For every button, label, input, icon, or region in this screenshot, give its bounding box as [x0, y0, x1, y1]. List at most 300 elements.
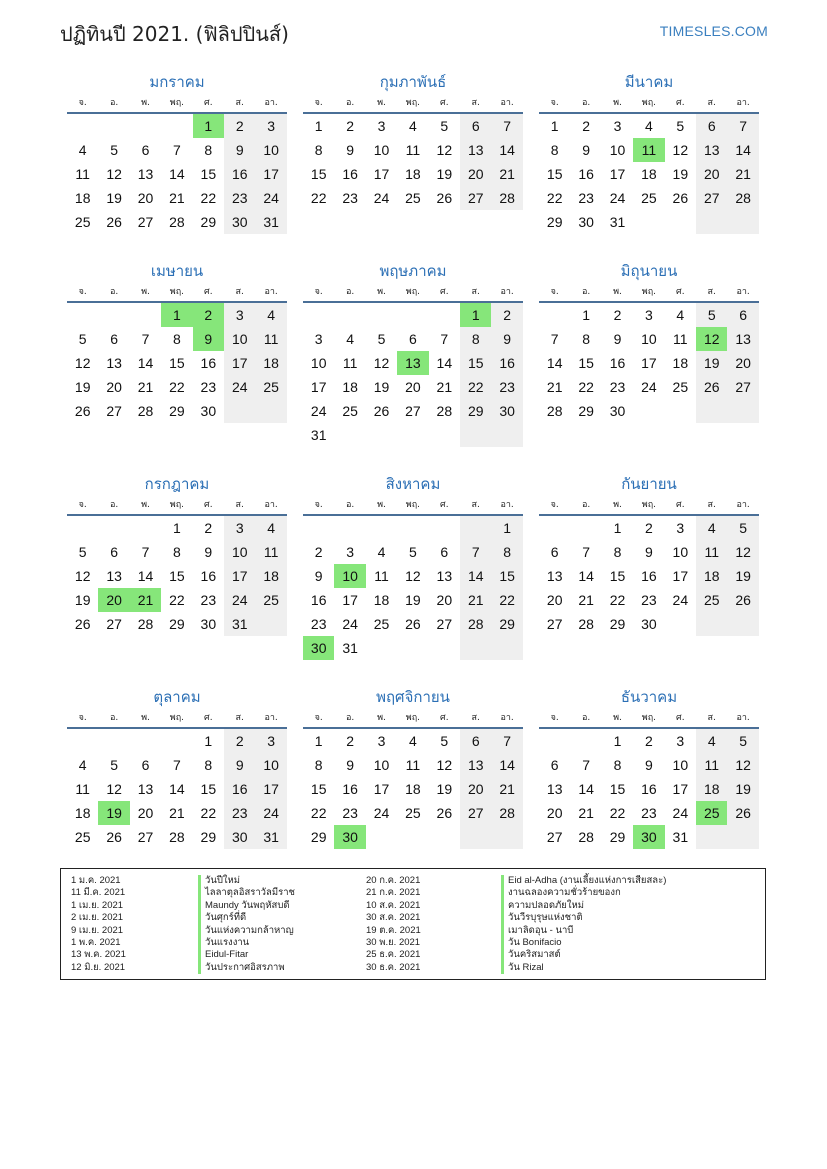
week-row [539, 399, 759, 423]
month-block [303, 70, 523, 210]
day-cell: 18 [696, 777, 727, 801]
day-cell: 22 [460, 375, 491, 399]
day-cell: 8 [550, 142, 559, 158]
day-cell: 3 [314, 331, 323, 347]
week-row [539, 327, 759, 351]
day-cell: 1 [582, 307, 590, 323]
day-cell: 2 [204, 520, 213, 536]
day-cell: 7 [440, 331, 449, 347]
weekday-header [303, 709, 523, 729]
day-cell: 23 [310, 616, 327, 632]
day-cell: 5 [696, 303, 727, 327]
week-row [67, 114, 287, 138]
day-cell: 5 [110, 142, 118, 158]
day-cell: 21 [436, 379, 453, 395]
day-cell: 27 [137, 829, 154, 845]
day-cell: 11 [255, 540, 286, 564]
week-row [539, 303, 759, 327]
day-cell: 13 [460, 753, 491, 777]
day-cell: 4 [696, 516, 727, 540]
day-cell: 20 [405, 379, 421, 395]
weekday-label: พ. [613, 287, 622, 297]
day-cell: 30 [633, 825, 664, 849]
day-cell: 6 [550, 757, 559, 773]
empty-day-cell [255, 399, 286, 423]
weekday-label: พ. [141, 98, 150, 108]
day-cell: 27 [405, 403, 421, 419]
month-block [303, 472, 523, 660]
day-cell: 10 [255, 753, 286, 777]
holiday-names-col-2 [501, 875, 666, 974]
week-row [539, 729, 759, 753]
day-cell: 17 [342, 592, 358, 608]
empty-day-cell [727, 612, 758, 636]
empty-day-cell [429, 423, 460, 447]
day-cell: 20 [137, 805, 154, 821]
empty-day-cell [460, 423, 491, 447]
empty-day-cell [397, 636, 428, 660]
weekday-label: ส. [707, 713, 716, 723]
weekday-label: จ. [550, 713, 559, 723]
day-cell: 12 [106, 166, 122, 182]
day-cell: 23 [200, 592, 217, 608]
day-cell: 31 [342, 640, 358, 656]
day-cell: 17 [255, 777, 286, 801]
day-cell: 19 [74, 592, 91, 608]
day-cell: 27 [106, 403, 122, 419]
day-cell: 17 [672, 568, 689, 584]
day-cell: 11 [405, 757, 421, 773]
weekday-label: อ. [345, 500, 355, 510]
week-row [303, 186, 523, 210]
month-title: มกราคม [149, 73, 205, 91]
day-cell: 9 [346, 757, 354, 773]
week-row [539, 162, 759, 186]
day-cell: 1 [161, 303, 192, 327]
day-cell: 1 [460, 303, 491, 327]
day-cell: 29 [491, 612, 522, 636]
day-cell: 2 [645, 733, 653, 749]
holiday-name: Maundy วันพฤหัสบดี [205, 899, 290, 911]
day-cell: 15 [460, 351, 491, 375]
day-cell: 12 [373, 355, 390, 371]
day-cell: 15 [609, 568, 626, 584]
day-cell: 21 [546, 379, 563, 395]
empty-day-cell [67, 114, 98, 138]
empty-day-cell [491, 636, 522, 660]
month-block [539, 472, 759, 636]
day-cell: 28 [727, 186, 758, 210]
day-cell: 4 [78, 757, 87, 773]
day-cell: 18 [672, 355, 689, 371]
weekday-label: จ. [314, 500, 323, 510]
day-cell: 12 [696, 327, 727, 351]
week-row [303, 114, 523, 138]
holiday-date: 30 พ.ย. 2021 [366, 936, 421, 948]
day-cell: 23 [200, 379, 217, 395]
day-cell: 31 [255, 825, 286, 849]
day-cell: 16 [224, 162, 255, 186]
day-cell: 12 [106, 781, 122, 797]
day-cell: 10 [224, 540, 255, 564]
holiday-date: 11 มี.ค. 2021 [71, 887, 126, 899]
day-cell: 23 [224, 801, 255, 825]
week-row [303, 753, 523, 777]
empty-day-cell [366, 516, 397, 540]
day-cell: 17 [224, 351, 255, 375]
day-cell: 2 [613, 307, 622, 323]
day-cell: 22 [200, 190, 217, 206]
empty-day-cell [366, 636, 397, 660]
day-cell: 28 [491, 801, 522, 825]
brand-link[interactable]: TIMESLES.COM [659, 23, 768, 39]
day-cell: 15 [578, 355, 594, 371]
holiday-name: วันแรงงาน [205, 936, 250, 948]
weekday-label: ส. [707, 500, 716, 510]
weekday-label: พฤ. [641, 500, 657, 510]
day-cell: 1 [204, 733, 213, 749]
weekday-label: ส. [471, 98, 480, 108]
holiday-date: 10 ส.ค. 2021 [366, 899, 421, 911]
day-cell: 3 [377, 118, 386, 134]
day-cell: 11 [405, 142, 421, 158]
day-cell: 28 [169, 829, 185, 845]
weekday-header [67, 283, 287, 303]
day-cell: 25 [672, 379, 689, 395]
weekday-label: พ. [377, 287, 386, 297]
day-cell: 6 [110, 331, 118, 347]
day-cell: 29 [200, 829, 217, 845]
day-cell: 28 [491, 186, 522, 210]
day-cell: 14 [491, 753, 522, 777]
week-row [67, 777, 287, 801]
week-row [303, 801, 523, 825]
day-cell: 24 [672, 592, 689, 608]
empty-day-cell [130, 303, 161, 327]
day-cell: 11 [255, 327, 286, 351]
day-cell: 6 [110, 544, 118, 560]
day-cell: 20 [98, 588, 129, 612]
month-block [539, 685, 759, 849]
month-days [539, 516, 759, 636]
week-row [67, 612, 287, 636]
week-row [539, 138, 759, 162]
day-cell: 17 [373, 781, 390, 797]
holiday-date: 20 ก.ค. 2021 [366, 875, 421, 886]
month-title: พฤษภาคม [379, 262, 447, 280]
day-cell: 4 [377, 544, 386, 560]
day-cell: 3 [676, 733, 685, 749]
weekday-label: ส. [235, 287, 244, 297]
day-cell: 7 [141, 331, 150, 347]
day-cell: 17 [255, 162, 286, 186]
holiday-names-col-1 [198, 875, 295, 974]
empty-day-cell [539, 303, 570, 327]
day-cell: 29 [578, 403, 594, 419]
month-days [67, 729, 287, 849]
month-days [303, 516, 523, 660]
weekday-label: ศ. [676, 713, 685, 723]
day-cell: 1 [491, 516, 522, 540]
day-cell: 18 [696, 564, 727, 588]
day-cell: 24 [373, 190, 390, 206]
week-row [67, 516, 287, 540]
empty-day-cell [334, 423, 365, 447]
week-row [303, 138, 523, 162]
day-cell: 14 [578, 781, 594, 797]
day-cell: 17 [609, 166, 626, 182]
day-cell: 4 [645, 118, 653, 134]
day-cell: 15 [310, 781, 327, 797]
day-cell: 1 [314, 118, 323, 134]
holiday-name: งานฉลองความชั่วร้ายของก [508, 887, 621, 899]
day-cell: 19 [98, 801, 129, 825]
day-cell: 16 [224, 777, 255, 801]
day-cell: 10 [672, 757, 689, 773]
empty-day-cell [696, 612, 727, 636]
day-cell: 17 [373, 166, 390, 182]
day-cell: 5 [727, 516, 758, 540]
day-cell: 5 [440, 733, 449, 749]
week-row [303, 825, 523, 849]
weekday-label: ศ. [676, 500, 685, 510]
weekday-header [539, 283, 759, 303]
day-cell: 29 [546, 214, 563, 230]
empty-day-cell [397, 516, 428, 540]
weekday-label: พฤ. [405, 713, 421, 723]
day-cell: 4 [255, 516, 286, 540]
month-days [303, 114, 523, 210]
month-block [67, 472, 287, 636]
month-days [539, 729, 759, 849]
week-row [303, 351, 523, 375]
weekday-label: อ. [109, 287, 119, 297]
weekday-header [539, 496, 759, 516]
day-cell: 8 [314, 757, 323, 773]
day-cell: 7 [582, 544, 590, 560]
week-row [539, 516, 759, 540]
day-cell: 11 [696, 753, 727, 777]
weekday-label: พฤ. [169, 713, 185, 723]
day-cell: 3 [346, 544, 354, 560]
day-cell: 30 [200, 616, 217, 632]
weekday-label: พ. [141, 713, 150, 723]
empty-day-cell [98, 516, 129, 540]
day-cell: 6 [460, 114, 491, 138]
day-cell: 16 [578, 166, 594, 182]
empty-day-cell [67, 729, 98, 753]
day-cell: 15 [491, 564, 522, 588]
day-cell: 10 [373, 757, 390, 773]
day-cell: 4 [409, 733, 417, 749]
day-cell: 16 [342, 166, 358, 182]
week-row [303, 729, 523, 753]
day-cell: 3 [645, 307, 653, 323]
day-cell: 25 [255, 588, 286, 612]
weekday-header [303, 283, 523, 303]
holiday-name: วันประกาศอิสรภาพ [205, 961, 285, 973]
week-row [303, 375, 523, 399]
day-cell: 16 [200, 568, 217, 584]
day-cell: 9 [224, 138, 255, 162]
weekday-label: ส. [471, 287, 480, 297]
day-cell: 5 [727, 729, 758, 753]
day-cell: 25 [255, 375, 286, 399]
day-cell: 12 [436, 757, 453, 773]
weekday-label: อ. [345, 98, 355, 108]
day-cell: 1 [173, 520, 181, 536]
day-cell: 18 [342, 379, 358, 395]
day-cell: 10 [641, 331, 657, 347]
week-row [539, 801, 759, 825]
day-cell: 3 [676, 520, 685, 536]
empty-day-cell [161, 729, 192, 753]
day-cell: 8 [314, 142, 323, 158]
day-cell: 29 [609, 616, 626, 632]
day-cell: 19 [727, 777, 758, 801]
empty-day-cell [366, 303, 397, 327]
day-cell: 24 [310, 403, 327, 419]
empty-day-cell [539, 729, 570, 753]
weekday-label: อ. [581, 713, 591, 723]
empty-day-cell [255, 612, 286, 636]
day-cell: 31 [255, 210, 286, 234]
day-cell: 13 [436, 568, 453, 584]
weekday-label: อา. [736, 500, 750, 510]
day-cell: 21 [578, 805, 594, 821]
day-cell: 19 [727, 564, 758, 588]
day-cell: 11 [696, 540, 727, 564]
day-cell: 14 [169, 781, 185, 797]
weekday-header [67, 94, 287, 114]
day-cell: 8 [582, 331, 590, 347]
day-cell: 31 [672, 829, 689, 845]
day-cell: 8 [613, 544, 622, 560]
day-cell: 21 [460, 588, 491, 612]
holiday-date: 19 ต.ค. 2021 [366, 924, 421, 936]
day-cell: 2 [314, 544, 323, 560]
day-cell: 8 [173, 544, 181, 560]
weekday-label: พ. [377, 713, 386, 723]
holiday-name: ความปลอดภัยใหม่ [508, 899, 585, 911]
day-cell: 20 [696, 162, 727, 186]
week-row [67, 753, 287, 777]
month-block [539, 70, 759, 234]
holiday-date: 9 เม.ย. 2021 [71, 924, 124, 936]
week-row [303, 423, 523, 447]
empty-day-cell [67, 516, 98, 540]
empty-day-cell [98, 729, 129, 753]
day-cell: 12 [74, 355, 91, 371]
weekday-label: พ. [613, 500, 622, 510]
week-row [303, 588, 523, 612]
day-cell: 27 [696, 186, 727, 210]
day-cell: 7 [173, 757, 181, 773]
day-cell: 30 [609, 403, 626, 419]
weekday-label: จ. [78, 713, 87, 723]
day-cell: 25 [373, 616, 390, 632]
day-cell: 20 [546, 805, 563, 821]
day-cell: 28 [169, 214, 185, 230]
day-cell: 21 [169, 805, 185, 821]
day-cell: 18 [74, 805, 91, 821]
month-days [539, 303, 759, 423]
day-cell: 29 [310, 829, 327, 845]
empty-day-cell [539, 516, 570, 540]
week-row [67, 210, 287, 234]
day-cell: 16 [641, 568, 657, 584]
week-row [539, 210, 759, 234]
month-block [67, 685, 287, 849]
day-cell: 16 [200, 355, 217, 371]
day-cell: 15 [546, 166, 563, 182]
day-cell: 22 [546, 190, 563, 206]
day-cell: 28 [578, 829, 594, 845]
day-cell: 26 [436, 805, 453, 821]
month-days [67, 114, 287, 234]
day-cell: 27 [460, 801, 491, 825]
day-cell: 26 [727, 588, 758, 612]
day-cell: 8 [491, 540, 522, 564]
week-row [303, 612, 523, 636]
week-row [539, 375, 759, 399]
day-cell: 30 [491, 399, 522, 423]
holiday-name: วัน Rizal [508, 961, 544, 973]
day-cell: 15 [200, 166, 217, 182]
weekday-label: อา. [264, 98, 278, 108]
empty-day-cell [429, 825, 460, 849]
holiday-date: 30 ส.ค. 2021 [366, 912, 421, 924]
weekday-header [539, 94, 759, 114]
week-row [67, 729, 287, 753]
day-cell: 9 [645, 757, 653, 773]
day-cell: 19 [436, 166, 453, 182]
weekday-label: จ. [78, 98, 87, 108]
day-cell: 11 [75, 781, 90, 797]
weekday-label: ศ. [676, 287, 685, 297]
weekday-header [67, 496, 287, 516]
day-cell: 21 [727, 162, 758, 186]
holiday-name: Eid al-Adha (งานเลี้ยงแห่งการเสียสละ) [508, 875, 667, 886]
day-cell: 15 [200, 781, 217, 797]
empty-day-cell [570, 729, 601, 753]
empty-day-cell [98, 303, 129, 327]
empty-day-cell [98, 114, 129, 138]
day-cell: 23 [491, 375, 522, 399]
weekday-label: จ. [550, 500, 559, 510]
day-cell: 19 [106, 190, 122, 206]
weekday-label: ศ. [440, 500, 449, 510]
day-cell: 25 [74, 214, 91, 230]
day-cell: 21 [137, 379, 154, 395]
day-cell: 25 [74, 829, 91, 845]
day-cell: 12 [727, 753, 758, 777]
empty-day-cell [397, 303, 428, 327]
weekday-label: พ. [613, 713, 622, 723]
holiday-date: 30 ธ.ค. 2021 [366, 961, 421, 973]
weekday-label: ส. [235, 713, 244, 723]
day-cell: 24 [224, 588, 255, 612]
day-cell: 13 [106, 355, 122, 371]
day-cell: 5 [409, 544, 417, 560]
day-cell: 24 [255, 186, 286, 210]
day-cell: 19 [696, 351, 727, 375]
holiday-dates-col-1 [71, 875, 126, 974]
weekday-label: จ. [78, 287, 87, 297]
day-cell: 22 [609, 805, 626, 821]
empty-day-cell [366, 825, 397, 849]
day-cell: 18 [74, 190, 91, 206]
